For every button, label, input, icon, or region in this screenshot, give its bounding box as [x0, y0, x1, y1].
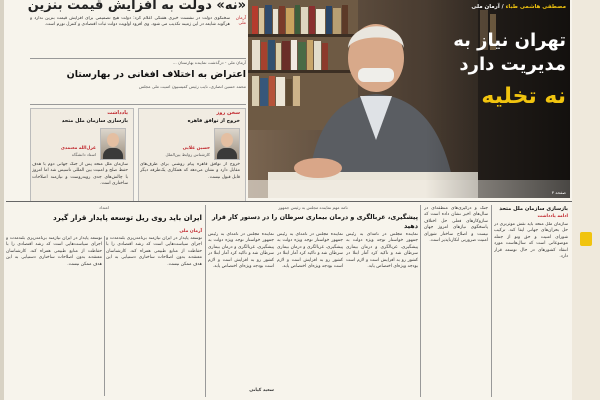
hero-headline-2[interactable]: مدیریت دارد: [459, 54, 566, 75]
right-margin-strip: [572, 0, 600, 400]
top-headline[interactable]: «نه» دولت به افزایش قیمت بنزین: [27, 0, 246, 13]
box1-subtitle[interactable]: بازسازی سازمان ملل متحد: [61, 118, 128, 124]
col1-author: آرمان ملی: [179, 229, 202, 234]
box2-subtitle[interactable]: خروج از توافق قاهره: [187, 118, 240, 124]
hero-headline-1[interactable]: تهران نیاز به: [453, 30, 566, 51]
col2-author: سعید کیانی: [249, 388, 274, 393]
hero-kicker-name: مصطفی هاشمی طباء: [505, 4, 566, 10]
col4-headline[interactable]: بازسازی سازمان ملل متحد: [499, 206, 568, 212]
divider: [30, 104, 246, 105]
box1-role: استاد دانشگاه: [71, 152, 96, 157]
column-rule: [104, 236, 105, 396]
column-rule: [205, 205, 206, 397]
author-portrait: [214, 128, 240, 160]
hero-headline-3[interactable]: نه تخلیه: [481, 84, 566, 109]
divider: [30, 58, 246, 59]
author-portrait: [100, 128, 126, 160]
hero-kicker: مصطفی هاشمی طباء / آرمان ملی: [471, 4, 566, 10]
top-story-author: آرمان ملی: [235, 16, 246, 26]
box1-name: غزل‌الله معتمدی: [60, 146, 96, 151]
box2-body: خروج از توافق قاهره پیام روشنی برای طرف‌های مقابل دارد و نشان می‌دهد که همکاری یک‌طرفه دیگر قابل قبول نیست.: [140, 162, 240, 180]
col2-body-c: نماینده مجلس در نامه‌ای به رئیس جمهور خواستار توجه ویژه دولت به پیشگیری، غربالگری و درمان بیماری سرطان شد و تاکید کرد آمار ابتلا در کشور رو به افزایش است و لازم است بودجه ویژه‌ای اختصاص یابد.: [208, 232, 274, 270]
section-marker-icon: [580, 232, 592, 246]
col1-body-b: توسعه پایدار در ایران نیازمند برنامه‌ریزی بلندمدت و اجرای سیاست‌هایی است که رشد اقتصادی را با حفاظت از منابع طبیعی همراه کند. کارشناسان معتقدند بدون اصلاحات ساختاری دستیابی به این هدف ممکن نیست.: [6, 236, 102, 267]
col4-body: سازمان ملل متحد باید نقش موثرتری در حل بحران‌های جهانی ایفا کند. ترکیب شورای امنیت و حق وتو از جمله موضوعاتی است که سال‌هاست مورد انتقاد کشورهای در حال توسعه قرار دارد.: [494, 222, 568, 260]
col1-label: امتداد: [99, 205, 109, 210]
col4-label: ادامه یادداشت: [537, 214, 568, 219]
afghan-headline[interactable]: اعتراض به اختلاف افغانی در بهارستان: [66, 69, 246, 80]
col1-body-a: توسعه پایدار در ایران نیازمند برنامه‌ریزی بلندمدت و اجرای سیاست‌هایی است که رشد اقتصادی را با حفاظت از منابع طبیعی همراه کند. کارشناسان معتقدند بدون اصلاحات ساختاری دستیابی به این هدف ممکن نیست.: [106, 236, 202, 267]
col3-body: جنگ و درگیری‌های منطقه‌ای در سال‌های اخیر نشان داده است که سازوکارهای فعلی حل اختلاف پاسخگوی نیازهای امروز جهان نیست و اصلاح ساختار شورای امنیت ضرورتی انکارناپذیر است.: [424, 206, 488, 244]
afghan-byline: محمد حسین انصاری، نایب رئیس کمیسیون امنیت ملی مجلس: [138, 84, 246, 89]
box1-title: یادداشت: [107, 110, 128, 116]
col2-body-b: نماینده مجلس در نامه‌ای به رئیس جمهور خواستار توجه ویژه دولت به پیشگیری، غربالگری و درمان بیماری سرطان شد و تاکید کرد آمار ابتلا در کشور رو به افزایش است و لازم است بودجه ویژه‌ای اختصاص یابد.: [277, 232, 343, 270]
col1-headline[interactable]: ایران باید روی ریل توسعه پایدار قرار گیرد: [52, 213, 202, 222]
section-divider: [6, 201, 598, 202]
box2-title: سخن روز: [216, 110, 240, 116]
hero-page-ref: صفحه ۳: [551, 190, 566, 195]
column-rule: [420, 205, 421, 397]
box1-body: سازمان ملل متحد پس از جنگ جهانی دوم با هدف حفظ صلح و امنیت بین المللی تاسیس شد اما امروز با چالش‌های جدی روبه‌روست و نیازمند اصلاحات ساختاری است.: [32, 162, 128, 187]
col2-label: نامه مهم نماینده مجلس به رئیس جمهور: [278, 205, 348, 210]
accent-bar: [0, 0, 4, 400]
column-rule: [491, 205, 492, 397]
hero-author: آرمان ملی: [471, 4, 500, 10]
box2-name: حسین علایی: [182, 146, 210, 151]
box2-role: کارشناس روابط بین‌الملل: [165, 152, 210, 157]
top-story-body: سخنگوی دولت در نشست خبری هفتگی اعلام کرد: دولت هیچ تصمیمی برای افزایش قیمت بنزین ندارد و هرگونه شایعه در این زمینه تکذیب می شود. وی افزود اولویت دولت ثبات اقتصادی و کنترل تورم است.: [30, 16, 230, 28]
col2-headline[interactable]: پیشگیری، غربالگری و درمان بیماری سرطان را در دستور کار قرار دهید: [211, 213, 418, 230]
afghan-kicker: آرمان ملی - درگذشت نماینده بهارستان ...: [172, 60, 246, 65]
col2-body-a: نماینده مجلس در نامه‌ای به رئیس جمهور خواستار توجه ویژه دولت به پیشگیری، غربالگری و درمان بیماری سرطان شد و تاکید کرد آمار ابتلا در کشور رو به افزایش است و لازم است بودجه ویژه‌ای اختصاص یابد.: [346, 232, 418, 270]
